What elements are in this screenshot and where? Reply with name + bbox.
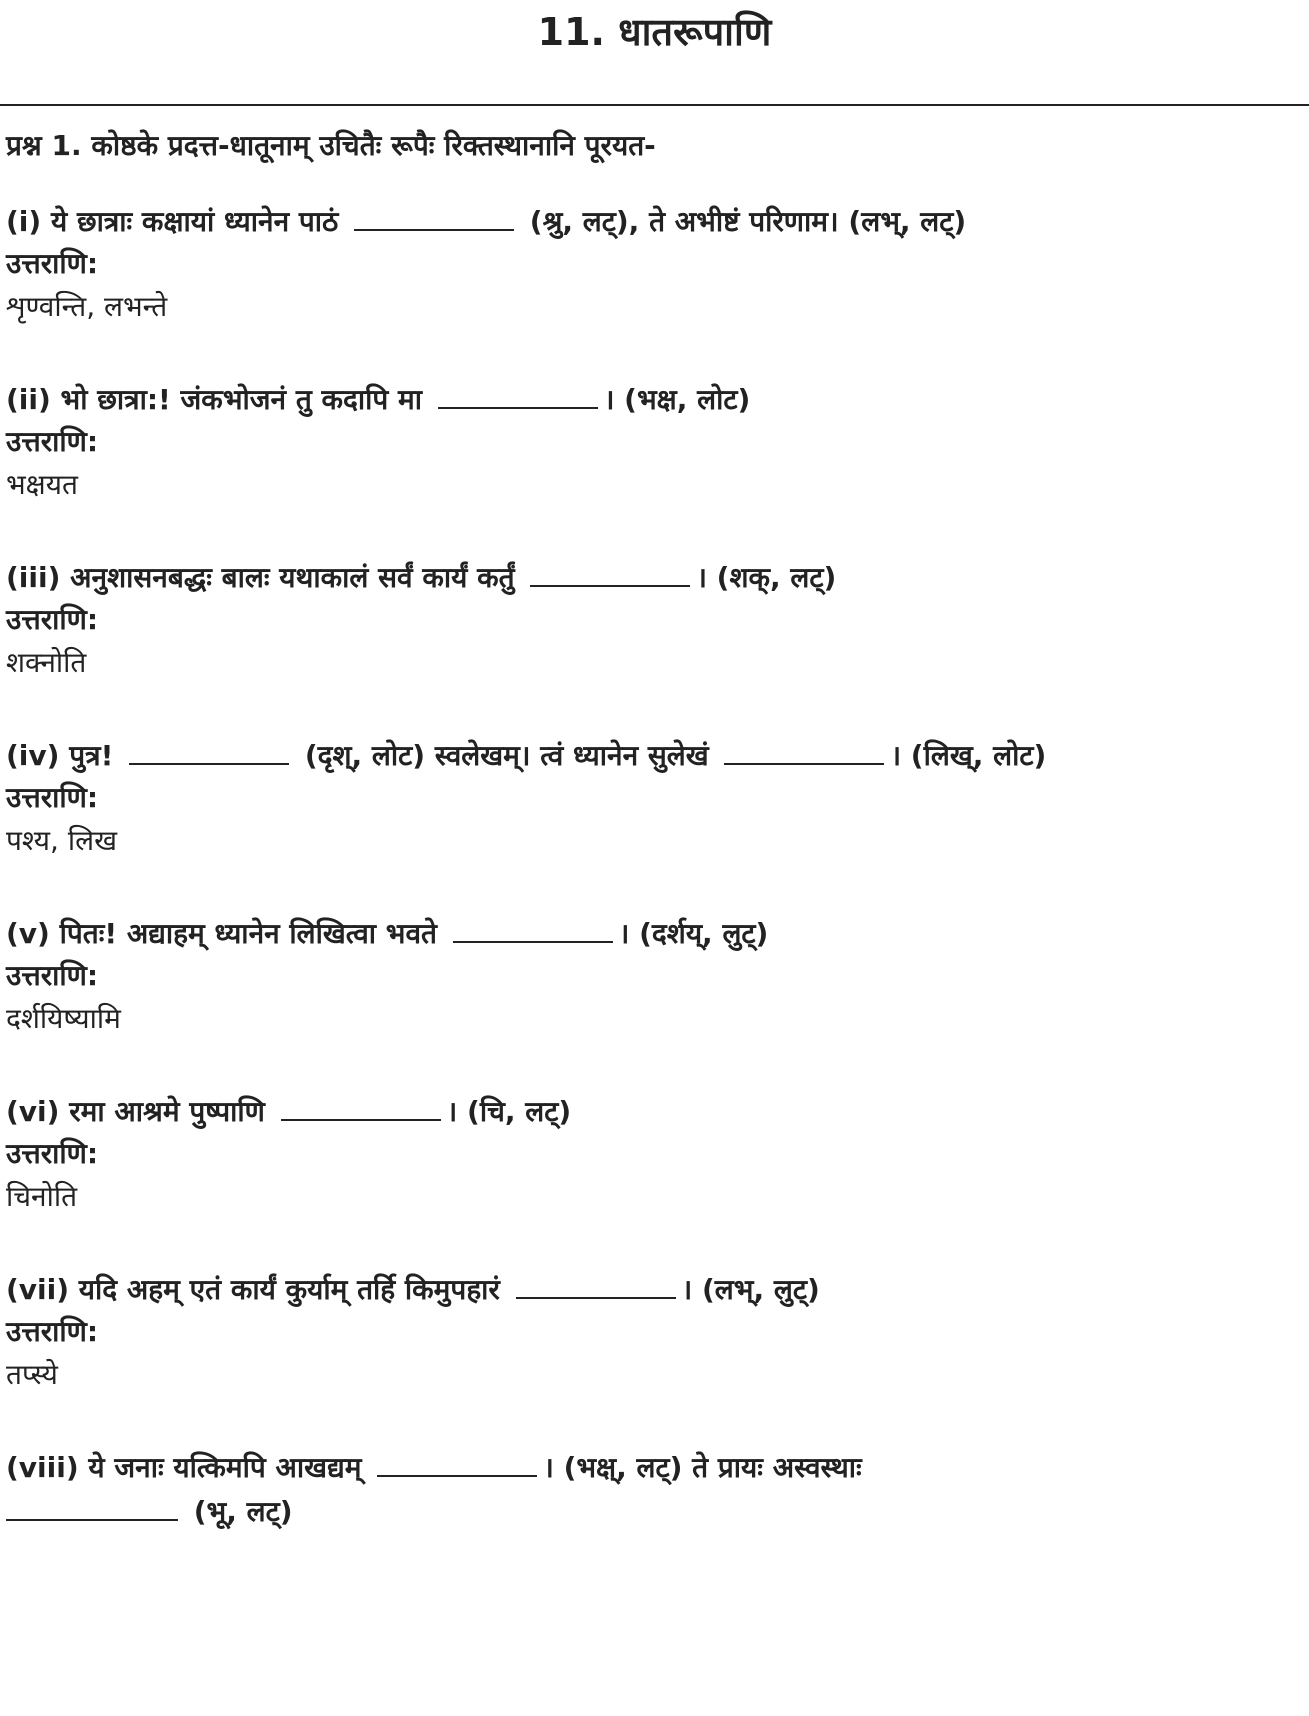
answer-text: तप्स्ये (6, 1358, 58, 1391)
answer-label: उत्तराणि: (6, 603, 99, 636)
fill-blank (530, 585, 690, 587)
answer-label: उत्तराणि: (6, 959, 99, 992)
question-text: (vii) यदि अहम् एतं कार्यं कुर्याम् तर्हि किमुपहारं । (लभ्, लुट्) (6, 1273, 820, 1306)
question-text-continued: (भू, लट्) (6, 1490, 1309, 1534)
answer-label: उत्तराणि: (6, 1315, 99, 1348)
answer-text: पश्य, लिख (6, 824, 117, 857)
page-title: 11. धातरूपाणि (537, 10, 772, 54)
fill-blank (438, 407, 598, 409)
answer-label: उत्तराणि: (6, 247, 99, 280)
answer-text: शक्नोति (6, 646, 87, 679)
fill-blank (281, 1119, 441, 1121)
question-heading: प्रश्न 1. कोष्ठके प्रदत्त-धातूनाम् उचितैः रूपैः रिक्तस्थानानि पूरयत- (6, 129, 656, 162)
answer-label: उत्तराणि: (6, 425, 99, 458)
fill-blank (129, 763, 289, 765)
answer-label: उत्तराणि: (6, 1137, 99, 1170)
answer-text: दर्शयिष्यामि (6, 1002, 121, 1035)
question-item (6, 1446, 1309, 1534)
question-text: (viii) ये जनाः यत्किमपि आखद्यम् । (भक्ष्, लट्) ते प्रायः अस्वस्थाः (6, 1451, 862, 1484)
fill-blank (354, 229, 514, 231)
answer-label: उत्तराणि: (6, 781, 99, 814)
question-text: (i) ये छात्राः कक्षायां ध्यानेन पाठं (श्रु, लट्), ते अभीष्टं परिणाम। (लभ्, लट्) (6, 205, 967, 238)
question-item (6, 912, 1309, 1042)
fill-blank (516, 1297, 676, 1299)
question-text: (iv) पुत्र! (दृश्, लोट) स्वलेखम्। त्वं ध्यानेन सुलेखं । (लिख्, लोट) (6, 739, 1047, 772)
question-item (6, 200, 1309, 330)
question-text: (vi) रमा आश्रमे पुष्पाणि । (चि, लट्) (6, 1095, 572, 1128)
question-item (6, 1268, 1309, 1398)
fill-blank (453, 941, 613, 943)
answer-text: चिनोति (6, 1180, 78, 1213)
answer-text: भक्षयत (6, 468, 78, 501)
question-item (6, 378, 1309, 508)
question-text: (iii) अनुशासनबद्धः बालः यथाकालं सर्वं कार्यं कर्तुं । (शक्, लट्) (6, 561, 837, 594)
question-text: (ii) भो छात्रा:! जंकभोजनं तु कदापि मा । (भक्ष, लोट) (6, 383, 751, 416)
fill-blank (6, 1519, 178, 1521)
fill-blank (377, 1475, 537, 1477)
answer-text: शृण्वन्ति, लभन्ते (6, 290, 168, 323)
question-item (6, 734, 1309, 864)
question-item (6, 556, 1309, 686)
title-divider (0, 104, 1309, 106)
fill-blank (724, 763, 884, 765)
question-text: (v) पितः! अद्याहम् ध्यानेन लिखित्वा भवते । (दर्शय्, लुट्) (6, 917, 769, 950)
question-item (6, 1090, 1309, 1220)
